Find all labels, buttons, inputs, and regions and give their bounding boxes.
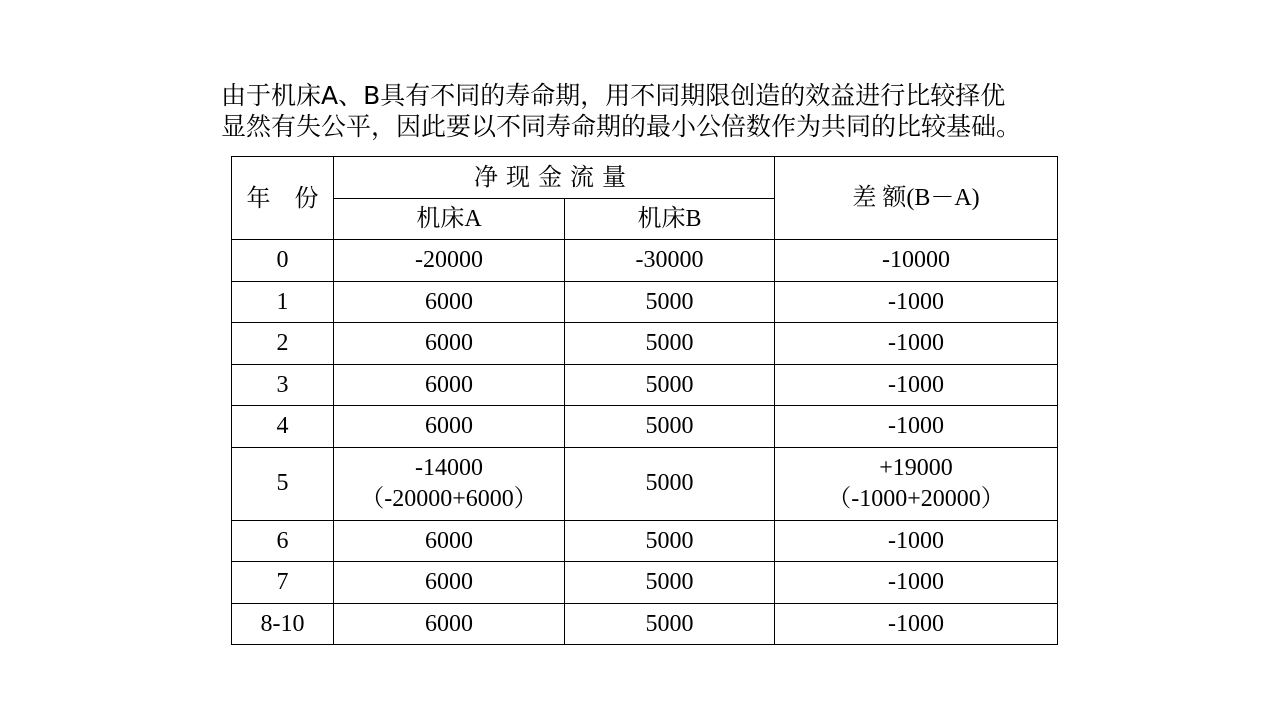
cell-machine-b: 5000 (565, 562, 775, 604)
cell-difference: -1000 (775, 281, 1058, 323)
cell-machine-a: 6000 (334, 603, 565, 645)
cell-machine-a: 6000 (334, 406, 565, 448)
cell-year: 4 (232, 406, 334, 448)
cell-machine-b: 5000 (565, 603, 775, 645)
cell-year: 7 (232, 562, 334, 604)
cell-machine-b: 5000 (565, 364, 775, 406)
cell-year: 3 (232, 364, 334, 406)
cell-year: 6 (232, 520, 334, 562)
cell-machine-b: 5000 (565, 447, 775, 520)
cell-year: 0 (232, 240, 334, 282)
table-header-row (232, 157, 1058, 199)
cell-year: 8-10 (232, 603, 334, 645)
table-row (232, 240, 1058, 282)
cell-machine-a: -20000 (334, 240, 565, 282)
header-net-cash-flow: 净现金流量 (334, 157, 775, 199)
cell-difference: -1000 (775, 364, 1058, 406)
cell-machine-a-value: -14000 (415, 454, 483, 481)
cell-difference: -1000 (775, 562, 1058, 604)
cell-difference: -1000 (775, 603, 1058, 645)
table-row (232, 364, 1058, 406)
header-machine-b: 机床B (565, 198, 775, 240)
intro-line-1: 由于机床A、B具有不同的寿命期，用不同期限创造的效益进行比较择优 (221, 81, 1006, 110)
cell-difference: -1000 (775, 323, 1058, 365)
cell-machine-b: 5000 (565, 281, 775, 323)
cell-difference: -1000 (775, 520, 1058, 562)
cell-year: 1 (232, 281, 334, 323)
header-year: 年 份 (232, 157, 334, 240)
table-row (232, 323, 1058, 365)
table-row (232, 603, 1058, 645)
cell-machine-a-note: （-20000+6000） (360, 485, 538, 512)
cell-difference-note: （-1000+20000） (827, 485, 1005, 512)
header-machine-a: 机床A (334, 198, 565, 240)
table-row (232, 281, 1058, 323)
cash-flow-table (231, 156, 1058, 645)
cell-difference-value: +19000 (879, 454, 953, 481)
header-difference: 差 额(B－A) (775, 157, 1058, 240)
cell-machine-b: 5000 (565, 520, 775, 562)
intro-line-2: 显然有失公平，因此要以不同寿命期的最小公倍数作为共同的比较基础。 (221, 112, 1022, 141)
cell-machine-b: -30000 (565, 240, 775, 282)
cell-machine-a: 6000 (334, 562, 565, 604)
cell-machine-a: 6000 (334, 520, 565, 562)
table-row (232, 562, 1058, 604)
table-row (232, 406, 1058, 448)
cell-difference (775, 447, 1058, 520)
cell-machine-b: 5000 (565, 406, 775, 448)
table-row (232, 447, 1058, 520)
cell-difference: -10000 (775, 240, 1058, 282)
intro-paragraph (221, 80, 1081, 142)
cell-machine-a (334, 447, 565, 520)
cell-machine-a: 6000 (334, 364, 565, 406)
cell-machine-b: 5000 (565, 323, 775, 365)
cell-year: 5 (232, 447, 334, 520)
cell-difference: -1000 (775, 406, 1058, 448)
cell-year: 2 (232, 323, 334, 365)
table-row (232, 520, 1058, 562)
cell-machine-a: 6000 (334, 323, 565, 365)
cell-machine-a: 6000 (334, 281, 565, 323)
